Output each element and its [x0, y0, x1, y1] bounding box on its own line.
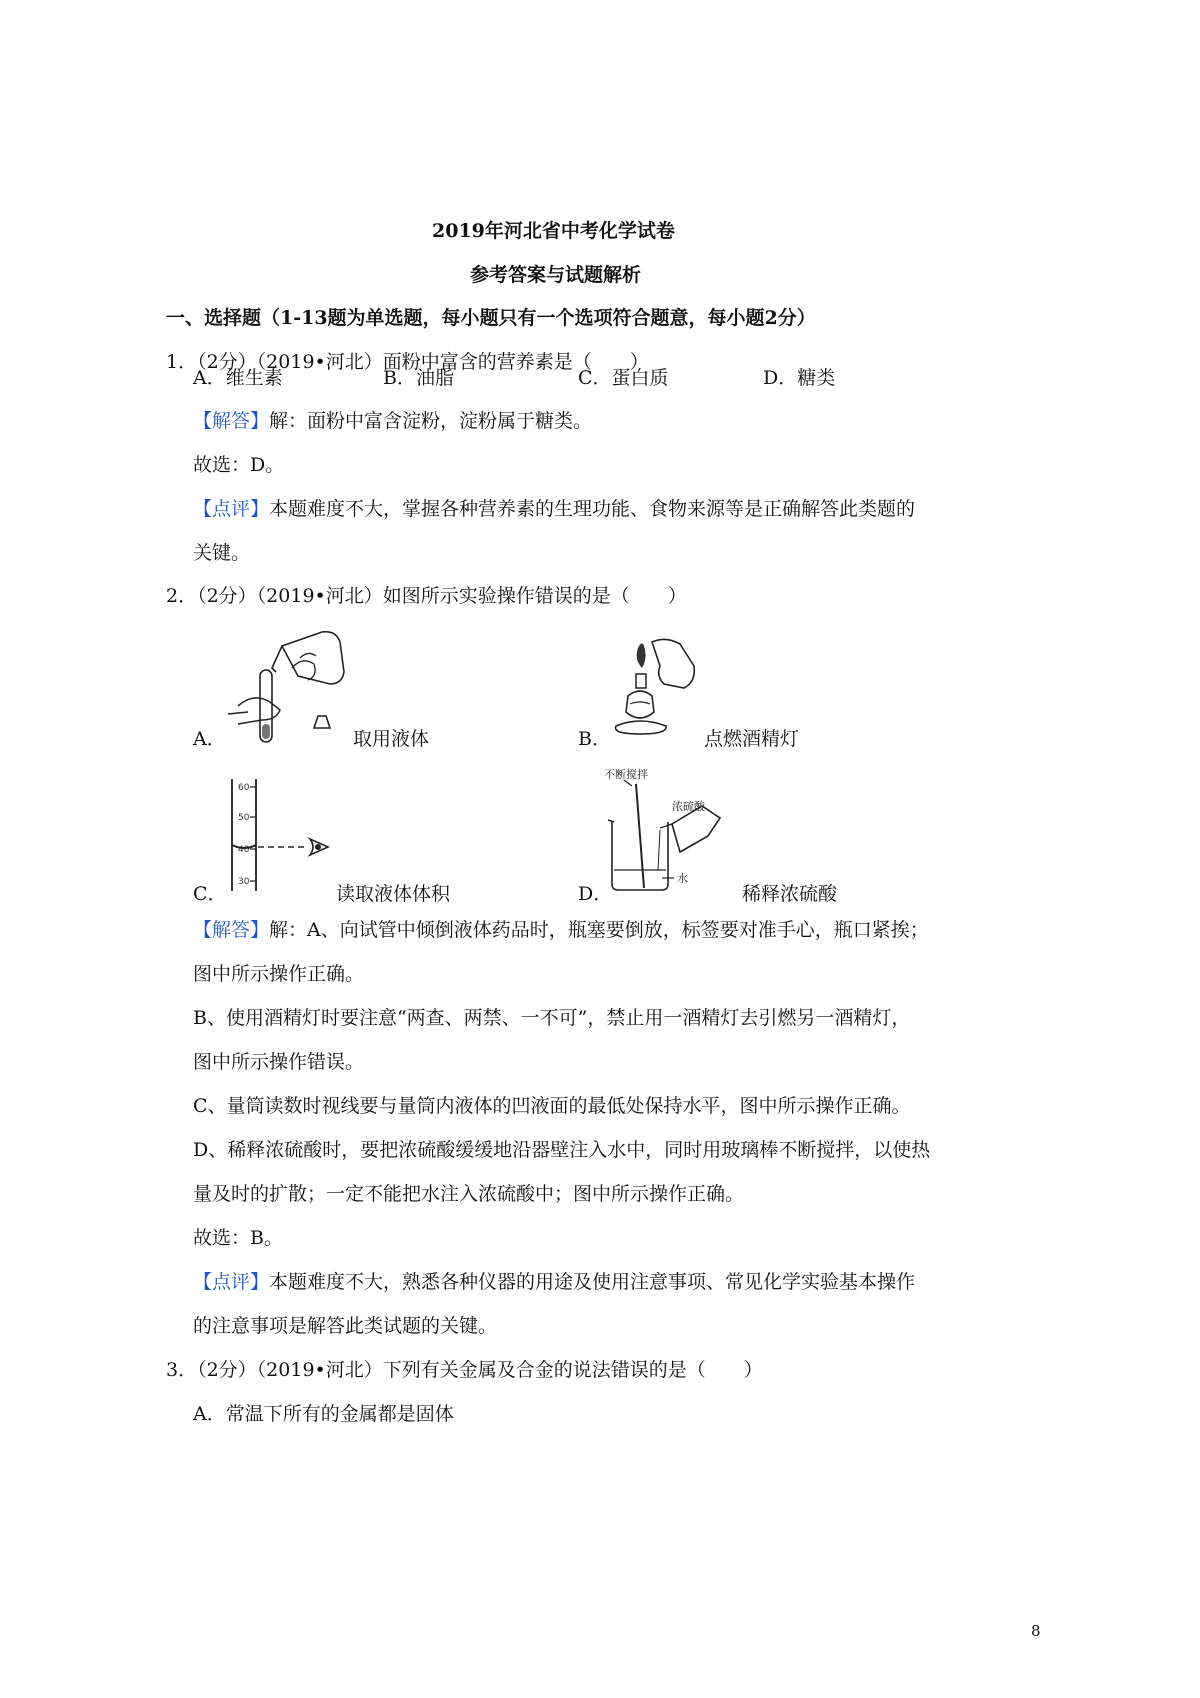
- question-1-option-b: B．油脂: [383, 367, 454, 389]
- question-1-stem: 1．（2分）（2019•河北）面粉中富含的营养素是（ ）: [166, 351, 649, 373]
- question-2-comment: [193, 1267, 915, 1294]
- graduated-cylinder-figure: [218, 777, 338, 893]
- answer-b-cont: 图中所示操作错误。: [193, 1051, 365, 1073]
- page-number: 8: [1031, 1622, 1041, 1640]
- question-2-stem: 2．（2分）（2019•河北）如图所示实验操作错误的是（ ）: [166, 585, 687, 607]
- tick-label-50: 50: [238, 813, 250, 823]
- question-2-answer: [193, 915, 929, 942]
- stir-label: 不断搅拌: [604, 768, 648, 781]
- figure-b-caption: 点燃酒精灯: [704, 728, 800, 750]
- answer-d-text: D、稀释浓硫酸时，要把浓硫酸缓缓地沿器壁注入水中，同时用玻璃棒不断搅拌，以使热: [193, 1139, 931, 1161]
- alcohol-lamp-figure: [604, 636, 704, 738]
- answer-text: 解：面粉中富含淀粉，淀粉属于糖类。: [269, 410, 593, 432]
- answer-tag: 【解答】: [193, 410, 270, 432]
- comment-tag: 【点评】: [193, 1271, 270, 1293]
- question-1-option-d: D．糖类: [763, 367, 836, 389]
- figure-b-letter: B．: [578, 728, 611, 750]
- tick-label-40: 40: [238, 845, 250, 855]
- tick-label-60: 60: [238, 783, 250, 793]
- question-1-option-a: A．维生素: [193, 367, 283, 389]
- comment-tag: 【点评】: [193, 498, 270, 520]
- figure-a-letter: A．: [193, 728, 226, 750]
- section-heading: 一、选择题（1-13题为单选题，每小题只有一个选项符合题意，每小题2分）: [166, 307, 816, 329]
- tick-label-30: 30: [238, 877, 250, 887]
- question-1-comment: [193, 494, 915, 521]
- question-2-comment-cont: 的注意事项是解答此类试题的关键。: [193, 1315, 498, 1337]
- answer-tag: 【解答】: [193, 919, 270, 941]
- acid-label: 浓硫酸: [672, 800, 705, 813]
- figure-c-caption: 读取液体体积: [336, 883, 451, 905]
- comment-text: 本题难度不大，熟悉各种仪器的用途及使用注意事项、常见化学实验基本操作: [269, 1271, 916, 1293]
- answer-b-text: B、使用酒精灯时要注意“两查、两禁、一不可”，禁止用一酒精灯去引燃另一酒精灯，: [193, 1007, 911, 1029]
- answer-a-text: 解：A、向试管中倾倒液体药品时，瓶塞要倒放，标签要对准手心，瓶口紧挨；: [269, 919, 929, 941]
- figure-c-letter: C．: [193, 883, 227, 905]
- figure-d-letter: D．: [578, 883, 613, 905]
- comment-text: 本题难度不大，掌握各种营养素的生理功能、食物来源等是正确解答此类题的: [269, 498, 916, 520]
- question-3-stem: 3．（2分）（2019•河北）下列有关金属及合金的说法错误的是（ ）: [166, 1359, 763, 1381]
- question-2-choice: 故选：B。: [193, 1227, 283, 1249]
- water-label: 水: [677, 872, 688, 885]
- page-subtitle: 参考答案与试题解析: [470, 264, 642, 286]
- answer-c-text: C、量筒读数时视线要与量筒内液体的凹液面的最低处保持水平，图中所示操作正确。: [193, 1095, 911, 1117]
- page-title: 2019年河北省中考化学试卷: [432, 220, 675, 242]
- figure-d-caption: 稀释浓硫酸: [742, 883, 838, 905]
- answer-a-cont: 图中所示操作正确。: [193, 963, 365, 985]
- figure-a-caption: 取用液体: [353, 728, 430, 750]
- answer-d-cont: 量及时的扩散；一定不能把水注入浓硫酸中；图中所示操作正确。: [193, 1183, 745, 1205]
- question-1-choice: 故选：D。: [193, 454, 285, 476]
- dilute-acid-figure: [602, 766, 742, 896]
- pouring-liquid-figure: [218, 628, 358, 744]
- question-1-option-c: C．蛋白质: [578, 367, 669, 389]
- question-1-answer: [193, 406, 592, 433]
- question-1-comment-cont: 关键。: [193, 542, 251, 564]
- question-3-option-a: A．常温下所有的金属都是固体: [193, 1403, 454, 1425]
